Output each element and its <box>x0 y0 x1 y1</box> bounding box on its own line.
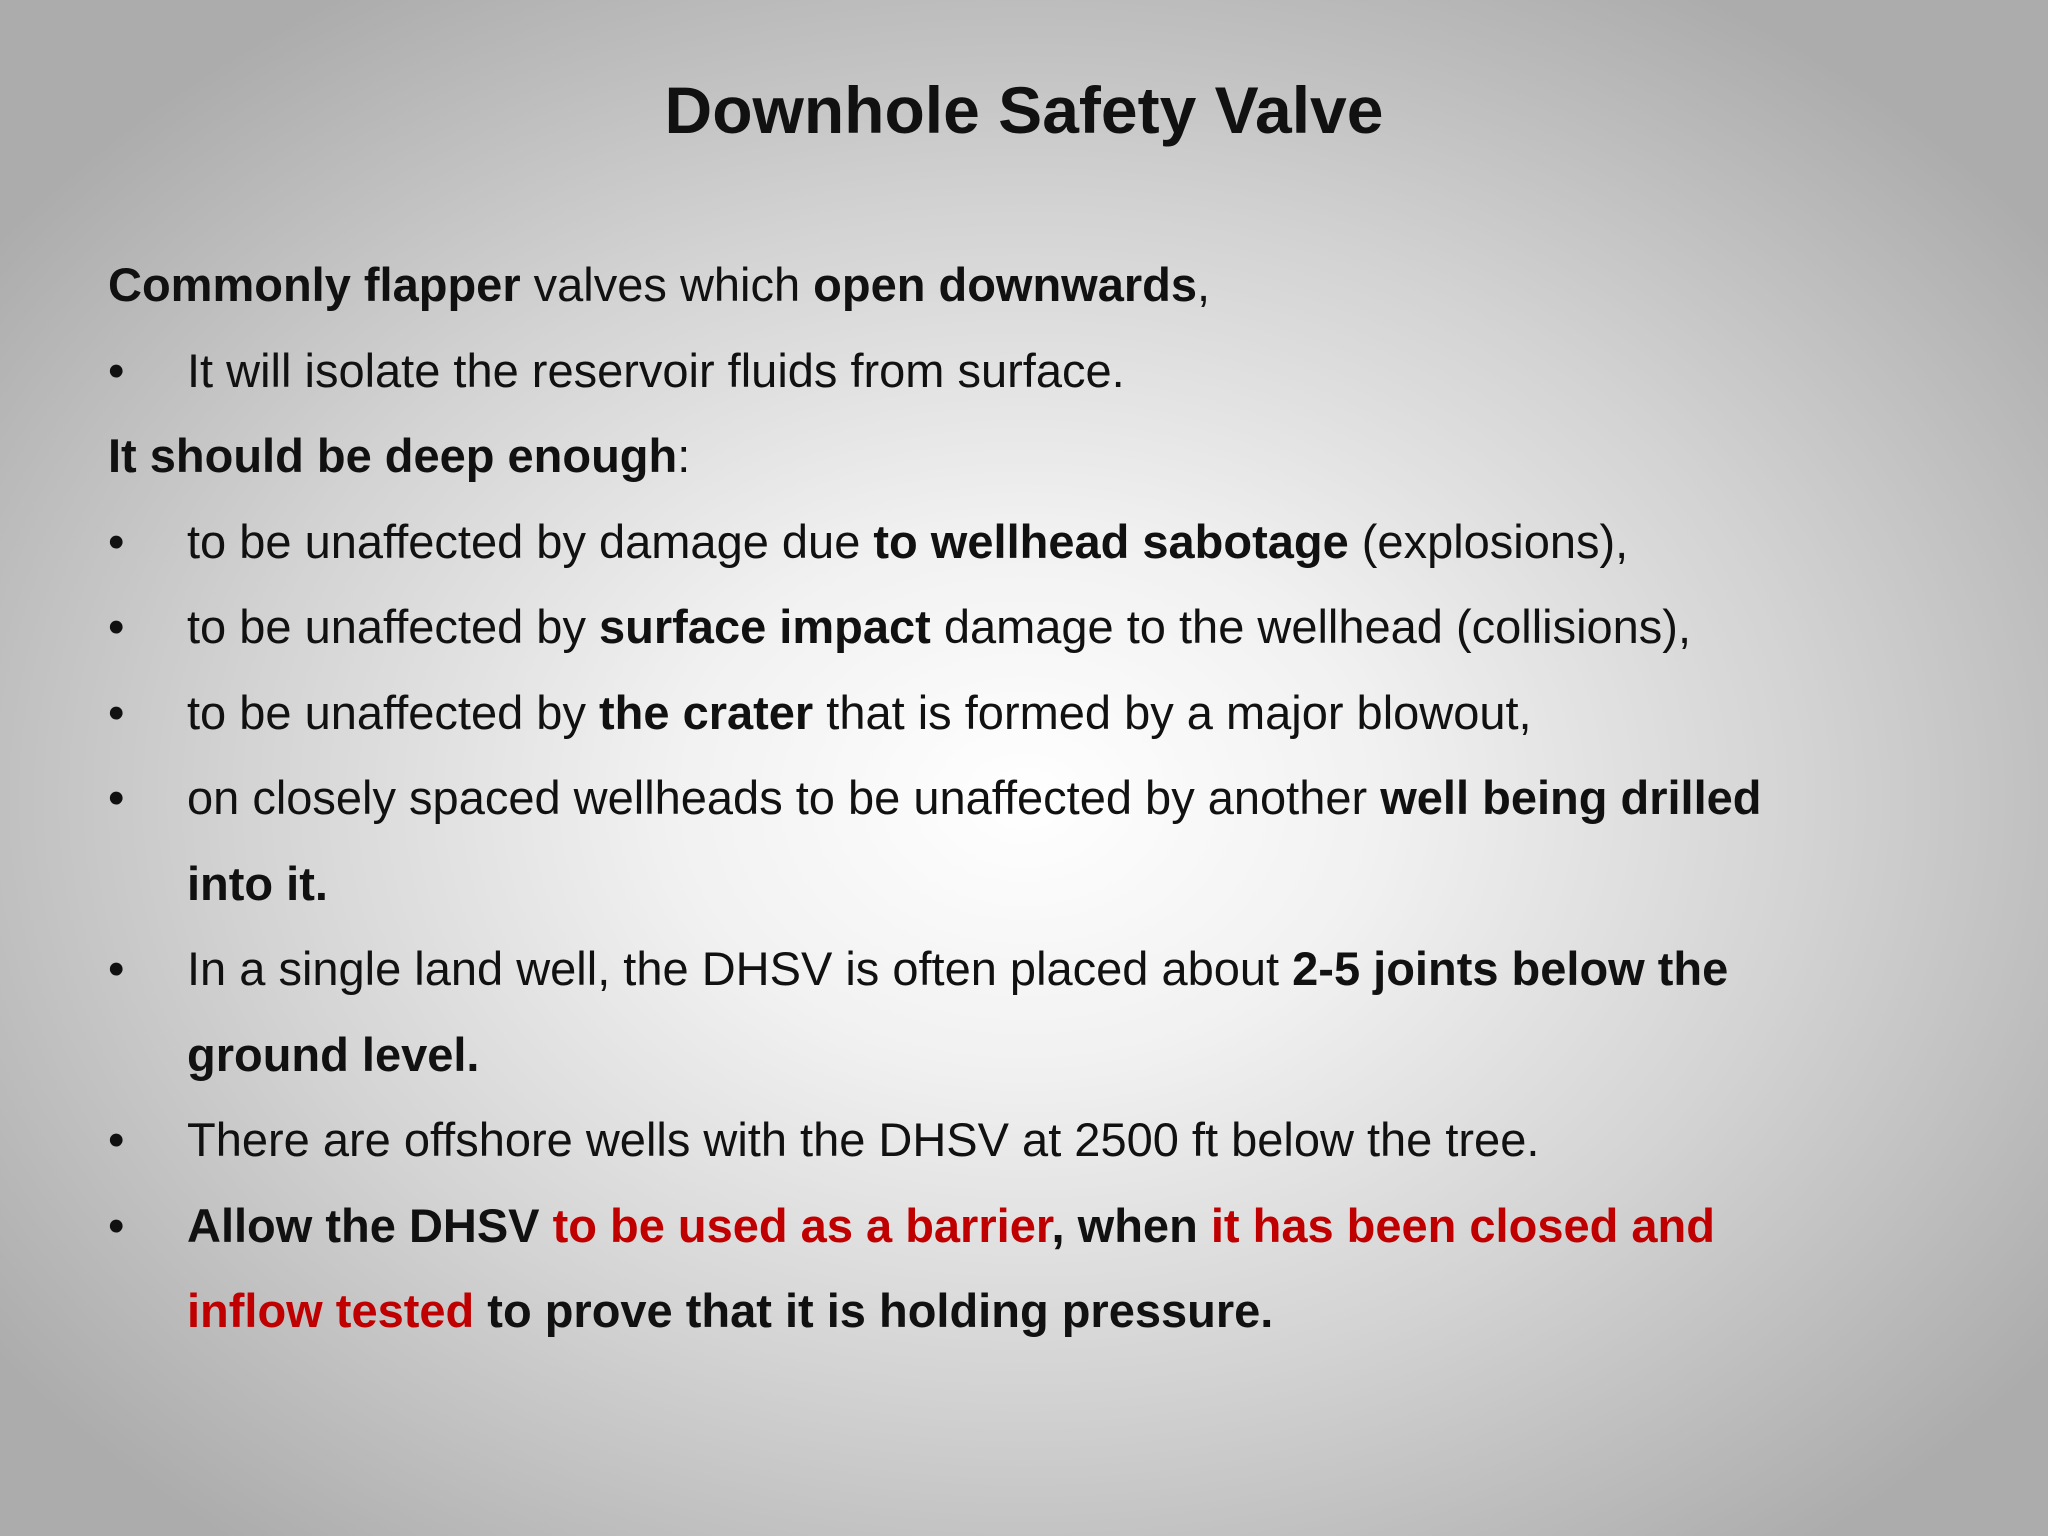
bullet-item-crater <box>108 670 1938 756</box>
bullet-text-red-4: it has been closed and <box>1210 1198 1715 1252</box>
bullet-text-1: to be unaffected by <box>187 685 600 739</box>
intro-text-4: , <box>1197 258 1211 311</box>
bullet-text-red-5: inflow tested <box>187 1284 475 1337</box>
bullet-item-sabotage <box>108 499 1938 585</box>
bullet-item-barrier-continued <box>108 1268 1938 1354</box>
bullet-text: There are offshore wells with the DHSV at 2500 ft below the tree. <box>187 1113 1540 1166</box>
intro-text-2: valves which <box>520 258 814 311</box>
deep-heading-text: It should be deep enough <box>108 429 678 482</box>
bullet-text-bold-2: to wellhead sabotage <box>873 514 1349 568</box>
bullet-icon: • <box>108 771 125 824</box>
bullet-text-bold-3: into it. <box>187 856 328 910</box>
bullet-item-spaced-continued <box>108 841 1938 927</box>
bullet-text-red-2: to be used as a barrier <box>552 1198 1052 1252</box>
bullet-icon: • <box>108 685 125 739</box>
bullet-text-bold-2: surface impact <box>599 600 931 653</box>
bullet-icon: • <box>108 600 125 653</box>
deep-heading-colon: : <box>677 429 691 482</box>
bullet-icon: • <box>108 343 125 397</box>
intro-text-bold-1: Commonly flapper <box>108 258 521 311</box>
bullet-item-offshore <box>108 1097 1938 1183</box>
bullet-item-isolate <box>108 328 1938 414</box>
bullet-item-spaced <box>108 755 1938 841</box>
bullet-text-bold-2: the crater <box>599 685 814 739</box>
bullet-item-land <box>108 926 1938 1012</box>
bullet-text-bold-3: ground level. <box>187 1027 480 1081</box>
bullet-text-1: on closely spaced wellheads to be unaffected by another <box>187 771 1381 824</box>
bullet-text-1: to be unaffected by <box>187 600 600 653</box>
bullet-icon: • <box>108 1113 125 1166</box>
bullet-text-1: to be unaffected by damage due <box>187 514 874 568</box>
bullet-item-impact <box>108 584 1938 670</box>
bullet-icon: • <box>108 1198 125 1252</box>
slide-title: Downhole Safety Valve <box>664 73 1384 147</box>
bullet-text-bold-2: 2-5 joints below the <box>1292 942 1729 995</box>
intro-text-bold-3: open downwards <box>813 258 1198 311</box>
bullet-icon: • <box>108 514 125 568</box>
bullet-text-bold-1: Allow the DHSV <box>187 1198 553 1252</box>
bullet-text-bold-3: , when <box>1051 1198 1211 1252</box>
deep-heading-line <box>108 413 1938 499</box>
bullet-text: It will isolate the reservoir fluids from surface. <box>187 343 1125 397</box>
intro-line <box>108 242 1938 328</box>
bullet-text-3: damage to the wellhead (collisions), <box>930 600 1692 653</box>
slide-body <box>108 242 1938 1354</box>
bullet-text-bold-6: to prove that it is holding pressure. <box>474 1284 1274 1337</box>
bullet-icon: • <box>108 942 125 995</box>
bullet-text-3: that is formed by a major blowout, <box>813 685 1532 739</box>
bullet-text-1: In a single land well, the DHSV is often placed about <box>187 942 1293 995</box>
bullet-text-3: (explosions), <box>1348 514 1629 568</box>
bullet-text-bold-2: well being drilled <box>1380 771 1762 824</box>
bullet-item-land-continued <box>108 1012 1938 1098</box>
bullet-item-barrier <box>108 1183 1938 1269</box>
